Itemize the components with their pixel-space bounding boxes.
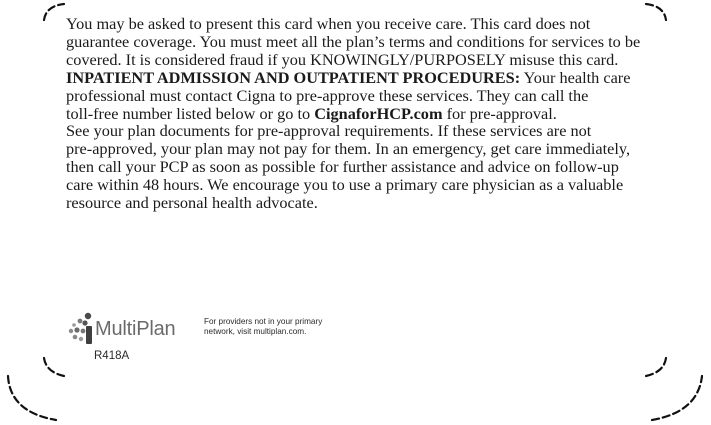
corner-mark-top-left (44, 4, 64, 20)
website-pre-text: toll-free number listed below or go to (66, 103, 315, 123)
terms-line: covered. It is considered fraud if you KNOWINGLY/PURPOSELY misuse this card. (66, 49, 619, 69)
website-line (66, 105, 656, 123)
multiplan-wordmark: MultiPlan (95, 318, 176, 340)
corner-mark-bottom-right (652, 376, 702, 420)
multiplan-dots-icon (66, 312, 94, 348)
procedures-text: Your health care (520, 67, 631, 87)
provider-note-line: For providers not in your primary (204, 317, 323, 326)
terms-line: guarantee coverage. You must meet all the plan’s terms and conditions for services to be (66, 31, 641, 51)
procedures-heading: INPATIENT ADMISSION AND OUTPATIENT PROCEDURES: (66, 67, 521, 87)
procedures-line (66, 69, 656, 87)
card-terms-text (66, 15, 656, 212)
terms-line: You may be asked to present this card when you receive care. This card does not (66, 14, 591, 33)
terms-line: pre-approved, your plan may not pay for them. In an emergency, get care immediately, (66, 139, 631, 159)
multiplan-logo (66, 312, 196, 348)
terms-line: care within 48 hours. We encourage you to use a primary care physician as a valuable (66, 175, 624, 195)
terms-line: resource and personal health advocate. (66, 193, 318, 213)
corner-mark-left-mid (44, 358, 64, 376)
terms-line: professional must contact Cigna to pre-approve these services. They can call the (66, 85, 589, 105)
provider-note-line: network, visit multiplan.com. (204, 327, 307, 336)
card-code: R418A (94, 350, 130, 362)
terms-line: See your plan documents for pre-approval requirements. If these services are not (66, 121, 592, 141)
corner-mark-bottom-left (8, 376, 56, 420)
terms-line: then call your PCP as soon as possible for further assistance and advice on follow-up (66, 157, 619, 177)
provider-note (204, 317, 354, 337)
cigna-hcp-link[interactable]: CignaforHCP.com (314, 103, 443, 123)
website-post-text: for pre-approval. (442, 103, 557, 123)
corner-mark-right-mid (646, 358, 666, 376)
